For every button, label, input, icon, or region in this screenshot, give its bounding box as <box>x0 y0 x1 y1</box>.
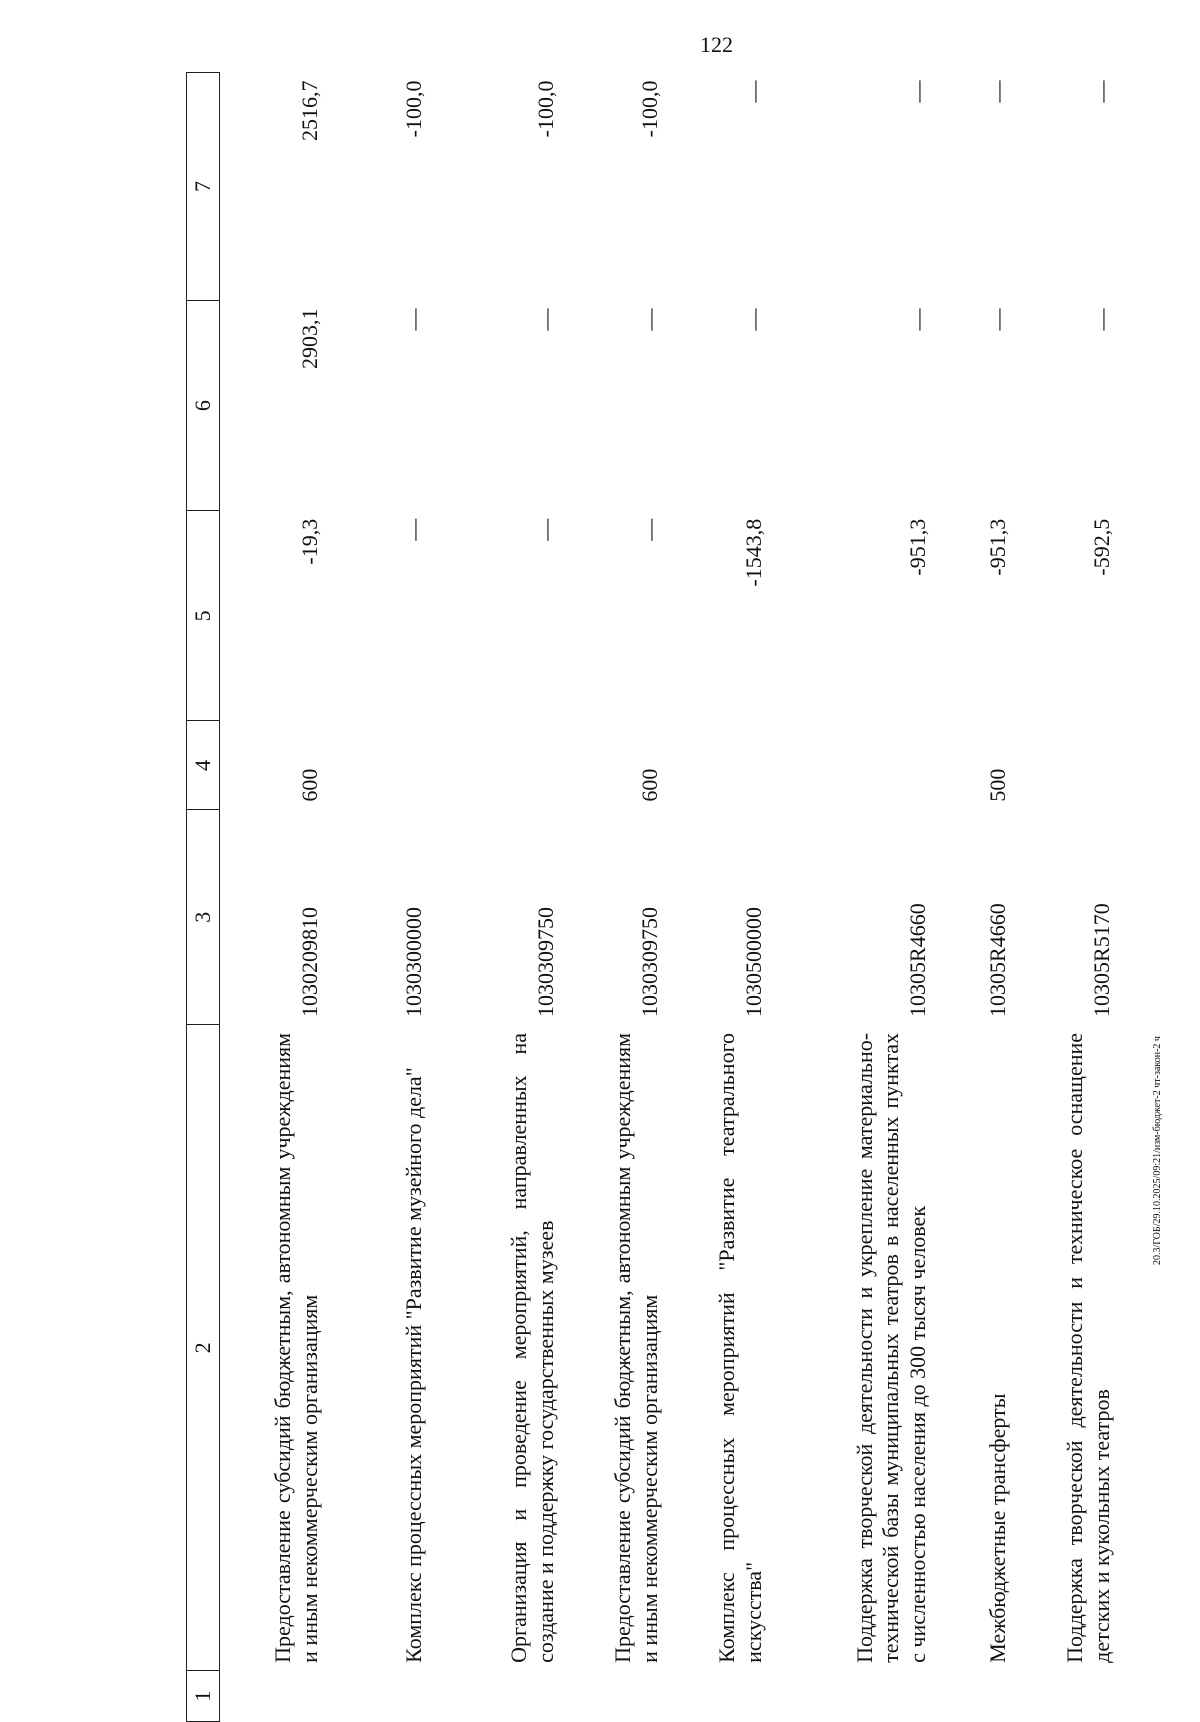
row-index-cell <box>664 1671 768 1722</box>
table-row <box>932 73 1012 1722</box>
row-expense-type <box>1012 721 1116 810</box>
row-target-code: 1030209810 <box>297 906 323 1017</box>
column-header-7: 7 <box>187 73 220 301</box>
row-target-code: 10305R4660 <box>985 903 1011 1017</box>
row-description: Межбюджетные трансферты <box>985 1393 1011 1663</box>
row-index-cell <box>560 1671 664 1722</box>
row-expense-type: 600 <box>637 768 663 802</box>
row-description: Организация и проведение мероприятий, направленных на создание и поддержку государственных музеев <box>506 1032 559 1663</box>
row-value-col7: -100,0 <box>533 80 559 138</box>
row-value-col5: — <box>637 518 663 541</box>
row-index-cell <box>768 1671 932 1722</box>
row-description: Комплекс процессных мероприятий "Развитие музейного дела" <box>401 1067 427 1663</box>
row-expense-type <box>664 721 768 810</box>
column-header-6: 6 <box>187 301 220 511</box>
row-index-cell <box>932 1671 1012 1722</box>
row-value-col5: — <box>401 518 427 541</box>
row-value-col6: — <box>985 308 1011 331</box>
table-row <box>324 73 428 1722</box>
row-value-col6: — <box>905 308 931 331</box>
column-header-5: 5 <box>187 511 220 721</box>
row-expense-type: 600 <box>297 768 323 802</box>
table-row <box>664 73 768 1722</box>
row-value-col6: — <box>741 308 767 331</box>
row-target-code: 1030500000 <box>741 906 767 1017</box>
page-number: 122 <box>700 32 733 57</box>
row-expense-type <box>768 721 932 810</box>
row-expense-type <box>428 721 560 810</box>
row-target-code: 1030309750 <box>533 906 559 1017</box>
table-row <box>768 73 932 1722</box>
row-index-cell <box>324 1671 428 1722</box>
row-target-code: 10305R5170 <box>1089 903 1115 1017</box>
row-index-cell <box>428 1671 560 1722</box>
row-target-code: 1030300000 <box>401 906 427 1017</box>
table-row <box>1012 73 1116 1722</box>
row-target-code: 10305R4660 <box>905 903 931 1017</box>
row-value-col7: — <box>905 80 931 103</box>
budget-table <box>186 72 1116 1722</box>
row-value-col5: -951,3 <box>905 518 931 576</box>
row-value-col7: 2516,7 <box>297 80 323 141</box>
row-value-col6: — <box>401 308 427 331</box>
row-value-col5: — <box>533 518 559 541</box>
row-value-col7: — <box>741 80 767 103</box>
row-value-col7: -100,0 <box>637 80 663 138</box>
row-description: Комплекс процессных мероприятий "Развитие театрального искусства" <box>714 1032 767 1663</box>
row-expense-type <box>324 721 428 810</box>
column-header-2: 2 <box>187 1025 220 1671</box>
row-value-col7: — <box>1089 80 1115 103</box>
row-value-col5: -1543,8 <box>741 518 767 587</box>
row-value-col6: — <box>1089 308 1115 331</box>
table-row <box>560 73 664 1722</box>
column-header-4: 4 <box>187 721 220 810</box>
rotated-table-sheet <box>186 72 1120 1722</box>
table-row <box>428 73 560 1722</box>
row-description: Поддержка творческой деятельности и укрепление материально-технической базы муниципальных театров в населенных пунктах с численностью населения до 300 тысяч человек <box>851 1032 931 1663</box>
column-number-header-row <box>187 73 220 1722</box>
row-index-cell <box>1012 1671 1116 1722</box>
row-description: Предоставление субсидий бюджетным, автономным учреждениям и иным некоммерческим организациям <box>270 1032 323 1663</box>
row-value-col5: -592,5 <box>1089 518 1115 576</box>
row-description: Поддержка творческой деятельности и техническое оснащение детских и кукольных театров <box>1062 1032 1115 1663</box>
row-value-col5: -19,3 <box>297 518 323 565</box>
row-value-col6: 2903,1 <box>297 308 323 370</box>
row-description: Предоставление субсидий бюджетным, автономным учреждениям и иным некоммерческим организациям <box>610 1032 663 1663</box>
row-value-col5: -951,3 <box>985 518 1011 576</box>
row-target-code: 1030309750 <box>637 906 663 1017</box>
row-value-col7: — <box>985 80 1011 103</box>
column-header-3: 3 <box>187 810 220 1025</box>
row-value-col6: — <box>637 308 663 331</box>
row-index-cell <box>220 1671 325 1722</box>
row-value-col6: — <box>533 308 559 331</box>
footer-code-text: 20.3/ГОБ/29.10.2025/09:21/изм-бюджет-2 чт-закон-2 ч <box>1152 1036 1163 1265</box>
table-row <box>220 73 325 1722</box>
column-header-1: 1 <box>187 1671 220 1722</box>
row-expense-type: 500 <box>985 768 1011 802</box>
row-value-col7: -100,0 <box>401 80 427 138</box>
